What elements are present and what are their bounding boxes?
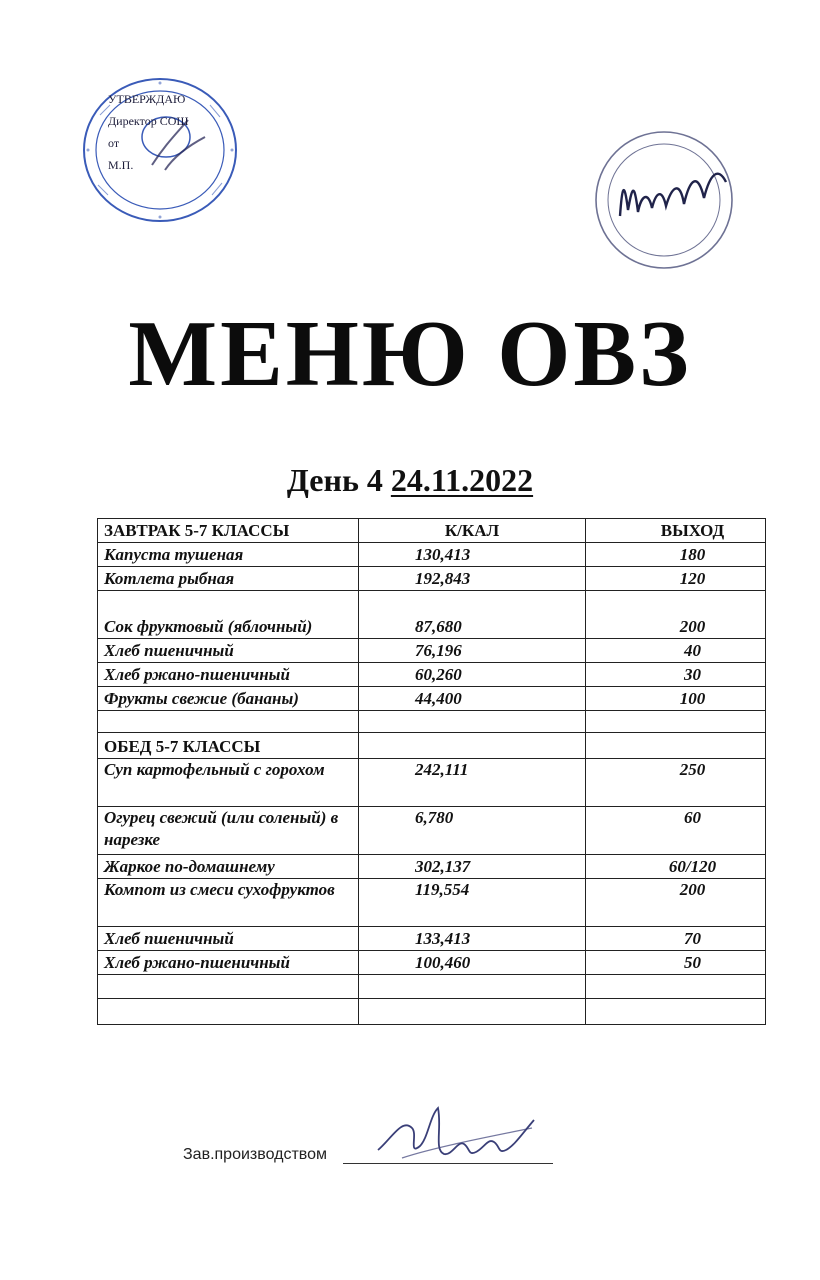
school-seal — [586, 118, 746, 278]
dish-output: 100 — [586, 687, 766, 711]
breakfast-header: ЗАВТРАК 5-7 КЛАССЫ — [98, 519, 359, 543]
table-row — [98, 759, 766, 807]
table-row — [98, 591, 766, 639]
table-row — [98, 807, 766, 855]
approval-block — [108, 88, 188, 176]
menu-table — [97, 518, 766, 1025]
table-row — [98, 639, 766, 663]
dish-name: Хлеб пшеничный — [98, 927, 359, 951]
dish-output: 120 — [586, 567, 766, 591]
dish-kcal: 87,680 — [359, 591, 586, 639]
table-row — [98, 663, 766, 687]
output-column-header: ВЫХОД — [586, 519, 766, 543]
dish-name: Суп картофельный с горохом — [98, 759, 359, 807]
dish-output: 250 — [586, 759, 766, 807]
dish-kcal: 192,843 — [359, 567, 586, 591]
dish-kcal: 302,137 — [359, 855, 586, 879]
day-heading — [0, 462, 820, 499]
production-manager-label: Зав.производством — [183, 1146, 327, 1163]
dish-output: 50 — [586, 951, 766, 975]
table-row — [98, 687, 766, 711]
table-row — [98, 951, 766, 975]
dish-output: 180 — [586, 543, 766, 567]
approval-date-label: от — [108, 136, 120, 150]
empty-row — [98, 999, 766, 1025]
table-row — [98, 855, 766, 879]
dish-kcal: 6,780 — [359, 807, 586, 855]
dish-name: Огурец свежий (или соленый) в нарезке — [98, 807, 359, 855]
dish-name: Жаркое по-домашнему — [98, 855, 359, 879]
dish-output: 30 — [586, 663, 766, 687]
dish-output: 60/120 — [586, 855, 766, 879]
dish-name: Капуста тушеная — [98, 543, 359, 567]
dish-kcal: 44,400 — [359, 687, 586, 711]
table-header-row — [98, 519, 766, 543]
approval-title: УТВЕРЖДАЮ — [108, 92, 186, 106]
empty-row — [98, 711, 766, 733]
dish-name: Сок фруктовый (яблочный) — [98, 591, 359, 639]
dish-kcal: 130,413 — [359, 543, 586, 567]
dish-name: Хлеб ржано-пшеничный — [98, 951, 359, 975]
dish-kcal: 133,413 — [359, 927, 586, 951]
manager-signature — [372, 1098, 542, 1170]
dish-kcal: 242,111 — [359, 759, 586, 807]
dish-output: 40 — [586, 639, 766, 663]
table-section-row — [98, 733, 766, 759]
table-row — [98, 879, 766, 927]
dish-name: Котлета рыбная — [98, 567, 359, 591]
table-row — [98, 567, 766, 591]
dish-name: Хлеб ржано-пшеничный — [98, 663, 359, 687]
approval-position: Директор СОШ — [108, 114, 189, 128]
dish-kcal: 76,196 — [359, 639, 586, 663]
dish-name: Фрукты свежие (бананы) — [98, 687, 359, 711]
dish-kcal: 119,554 — [359, 879, 586, 927]
dish-output: 60 — [586, 807, 766, 855]
day-date: 24.11.2022 — [390, 462, 534, 498]
dish-output: 200 — [586, 879, 766, 927]
dish-output: 200 — [586, 591, 766, 639]
day-label: День 4 — [286, 462, 383, 498]
lunch-header: ОБЕД 5-7 КЛАССЫ — [98, 733, 359, 759]
page-title: МЕНЮ ОВЗ — [128, 302, 692, 406]
dish-kcal: 100,460 — [359, 951, 586, 975]
table-row — [98, 543, 766, 567]
dish-output: 70 — [586, 927, 766, 951]
dish-name: Хлеб пшеничный — [98, 639, 359, 663]
table-row — [98, 927, 766, 951]
approval-seal-label: М.П. — [108, 158, 134, 172]
kcal-column-header: К/КАЛ — [359, 519, 586, 543]
dish-name: Компот из смеси сухофруктов — [98, 879, 359, 927]
empty-row — [98, 975, 766, 999]
dish-kcal: 60,260 — [359, 663, 586, 687]
